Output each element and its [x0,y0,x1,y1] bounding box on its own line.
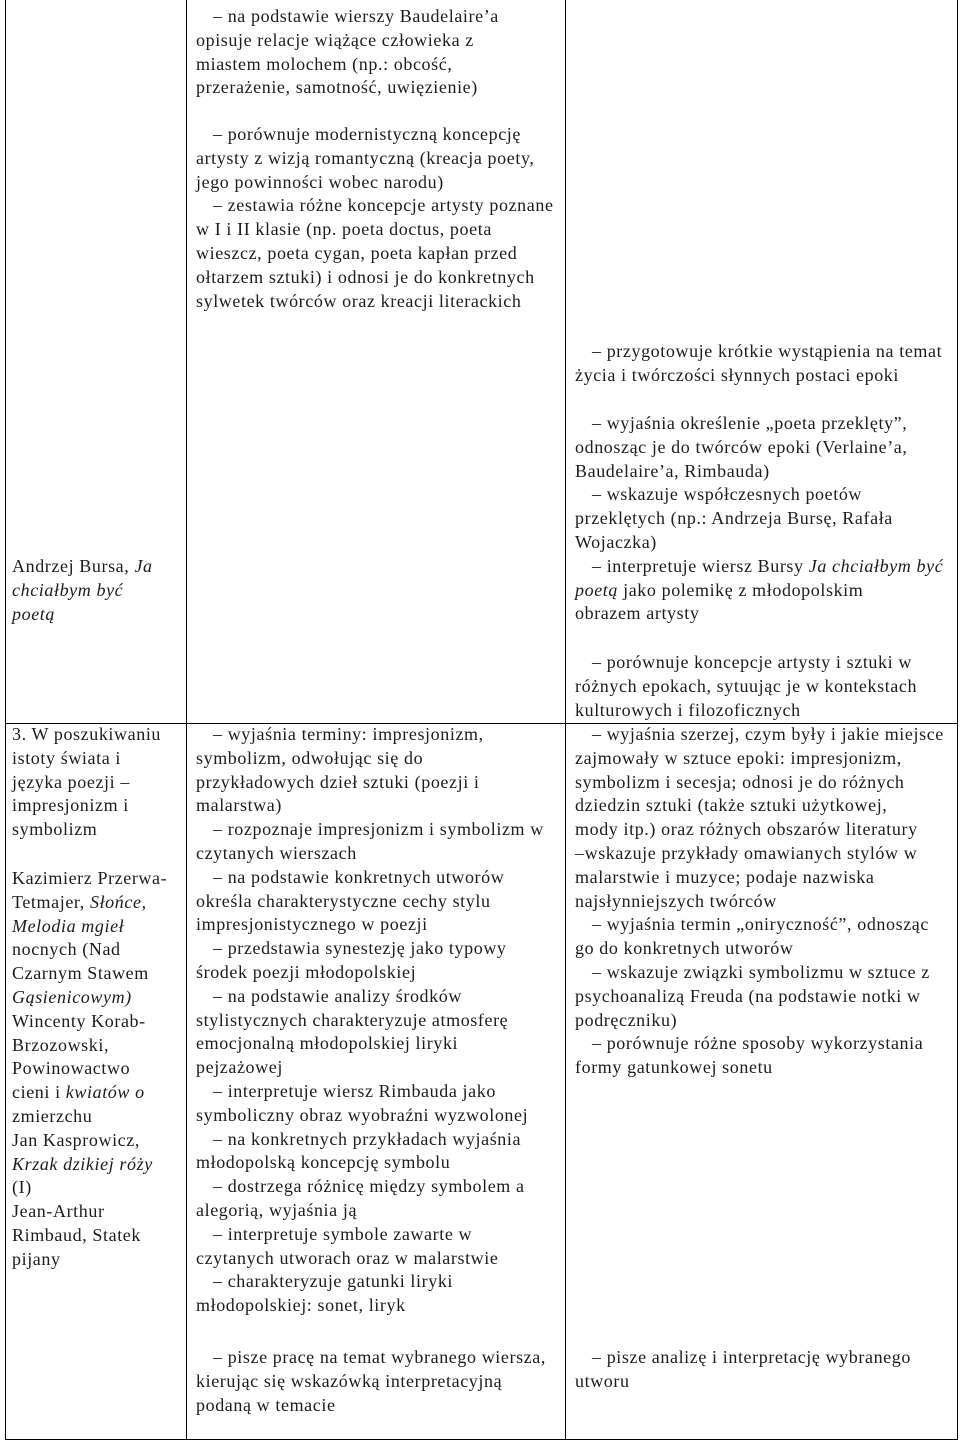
text-segment: obrazem artysty [575,603,700,624]
text-line [12,915,167,939]
text-line [12,891,167,915]
text-line [196,266,554,290]
text-line [575,340,942,364]
text-line [196,794,544,818]
text-line [196,1104,544,1128]
text-segment: podręczniku) [575,1009,678,1030]
text-line [196,842,544,866]
extended-requirements-block [575,651,917,722]
text-segment: Rimbaud, Statek [12,1224,141,1245]
text-line [12,1057,167,1081]
text-segment: kulturowych i filozoficznych [575,699,801,720]
text-segment: jako polemikę z młodopolskim [618,579,864,600]
text-line [196,961,544,985]
text-line [12,1129,167,1153]
text-line [12,1034,167,1058]
text-segment: Gąsienicowym) [12,986,132,1007]
text-segment: – interpretuje wiersz Bursy [592,555,809,576]
text-segment: –wskazuje przykłady omawianych stylów w [575,842,918,863]
text-line [575,507,943,531]
text-segment: impresjonizm i [12,795,129,816]
text-line [196,866,544,890]
text-segment: czytanych wierszach [196,842,357,863]
text-line [575,555,943,579]
text-line [196,242,554,266]
text-line [196,218,554,242]
text-segment: go do konkretnych utworów [575,938,794,959]
text-segment: symbolizm, odwołując się do [196,747,424,768]
text-line [196,123,554,147]
readings-list [12,867,167,1272]
text-line [12,723,161,747]
text-line [575,699,917,723]
text-segment: cieni i [12,1082,66,1103]
text-line [196,1270,544,1294]
text-segment: – charakteryzuje gatunki liryki [213,1271,454,1292]
text-segment: – wskazuje współczesnych poetów [592,484,863,505]
text-segment: – przygotowuje krótkie wystąpienia na temat [592,341,943,361]
text-segment: przykładowych dzieł sztuki (poezji i [196,771,480,792]
text-line [196,771,544,795]
extended-requirements-block [575,340,942,388]
text-segment: Baudelaire’a, Rimbauda) [575,460,770,481]
text-segment: – na podstawie analizy środków [213,985,462,1006]
text-segment: – interpretuje wiersz Rimbauda jako [213,1080,496,1101]
basic-requirements-block [196,5,499,100]
text-segment: symbolizm i secesja; odnosi je do różnych [575,771,905,792]
text-line [575,364,942,388]
table-border-left [5,0,6,1440]
text-segment: opisuje relacje wiążące człowieka z [196,29,474,50]
basic-requirements-block [196,1346,546,1417]
text-line [12,747,161,771]
text-line [196,747,544,771]
text-segment: nocnych (Nad [12,939,121,960]
text-segment: języka poezji – [12,771,130,792]
text-line [196,1346,546,1370]
extended-requirements-block [575,723,944,1080]
text-line [575,937,944,961]
text-line [12,579,153,603]
text-line [196,723,544,747]
text-segment: Słońce, [89,891,147,912]
text-segment: Czarnym Stawem [12,963,149,984]
text-segment: Jan Kasprowicz, [12,1129,140,1150]
text-line [12,1081,167,1105]
text-line [575,412,943,436]
text-segment: określa charakterystyczne cechy stylu [196,890,491,911]
text-line [575,531,943,555]
text-segment: – pisze analizę i interpretację wybranego [592,1347,911,1367]
table-border-right [957,0,958,1440]
text-segment: Wincenty Korab- [12,1010,146,1031]
text-segment: – wyjaśnia określenie „poeta przeklęty”, [592,413,908,433]
text-line [12,1105,167,1129]
text-line [196,1080,544,1104]
text-line [196,1151,544,1175]
text-line [196,5,499,29]
text-segment: – zestawia różne koncepcje artysty poznane [213,195,554,216]
text-segment: Melodia mgieł [12,915,125,936]
text-line [196,937,544,961]
text-segment: – wyjaśnia szerzej, czym były i jakie miejsce [592,724,944,744]
text-segment: chciałbym być [12,579,124,600]
text-segment: zajmowały w sztuce epoki: impresjonizm, [575,747,902,768]
text-segment: kierując się wskazówką interpretacyjną [196,1370,503,1391]
text-line [12,938,167,962]
text-line [12,1153,167,1177]
text-segment: podaną w temacie [196,1394,336,1415]
text-segment: wieszcz, poeta cygan, poeta kapłan przed [196,242,518,263]
text-line [575,1056,944,1080]
text-segment: emocjonalną młodopolskiej liryki [196,1033,459,1054]
text-line [12,818,161,842]
text-line [196,1056,544,1080]
text-line [575,747,944,771]
text-line [196,1009,544,1033]
text-segment: w I i II klasie (np. poeta doctus, poeta [196,219,492,240]
text-segment: różnych epokach, sytuując je w kontekstach [575,675,918,696]
text-line [12,986,167,1010]
text-segment: życia i twórczości słynnych postaci epoki [575,364,900,385]
text-line [575,483,943,507]
basic-requirements-block [196,123,554,313]
text-line [575,436,943,460]
text-segment: Powinowactwo [12,1058,131,1079]
text-line [196,1294,544,1318]
text-segment: pejzażowej [196,1057,283,1078]
text-segment: – na podstawie konkretnych utworów [213,866,505,887]
text-segment: Jean-Arthur [12,1201,105,1222]
text-line [575,579,943,603]
text-segment: – porównuje modernistyczną koncepcję [213,124,522,144]
text-line [12,1248,167,1272]
text-line [12,794,161,818]
text-segment: młodopolskiej: sonet, liryk [196,1295,406,1316]
text-segment: ołtarzem sztuki) i odnosi je do konkretnych [196,266,535,287]
text-line [575,723,944,747]
text-line [196,1223,544,1247]
text-segment: odnosząc je do twórców epoki (Verlaine’a, [575,436,908,457]
table-border-bottom [5,1439,958,1440]
table-border-column-2 [565,0,566,1440]
text-segment: środek poezji młodopolskiej [196,961,417,982]
text-line [196,29,499,53]
text-segment: Andrzej Bursa, [12,556,135,576]
extended-requirements-block [575,1346,911,1394]
text-segment: malarstwie i muzyce; podaje nazwiska [575,866,875,887]
text-line [196,818,544,842]
text-line [12,962,167,986]
text-line [575,866,944,890]
text-line [575,913,944,937]
text-line [196,1247,544,1271]
text-line [575,842,944,866]
text-line [12,1224,167,1248]
text-segment: artysty z wizją romantyczną (kreacja poety, [196,147,535,168]
table-border-column-1 [186,0,187,1440]
text-line [575,771,944,795]
text-segment: przeklętych (np.: Andrzeja Bursę, Rafała [575,508,893,529]
text-line [12,867,167,891]
text-segment: czytanych utworach oraz w malarstwie [196,1247,499,1268]
text-segment: Ja chciałbym być [808,555,944,576]
text-segment: alegorią, wyjaśnia ją [196,1199,358,1220]
text-line [12,603,153,627]
text-line [575,602,943,626]
text-segment: kwiatów o [65,1082,145,1103]
text-line [196,147,554,171]
text-segment: przerażenie, samotność, uwięzienie) [196,77,478,98]
text-segment: Brzozowski, [12,1034,110,1055]
text-segment: – wskazuje związki symbolizmu w sztuce z [592,961,930,982]
text-line [196,290,554,314]
text-segment: Ja [134,556,153,576]
text-line [196,1199,544,1223]
text-segment: – wyjaśnia termin „oniryczność”, odnosząc [592,914,929,935]
text-segment: psychoanalizą Freuda (na podstawie notki w [575,985,921,1006]
text-segment: Wojaczka) [575,531,657,552]
text-segment: zmierzchu [12,1105,93,1126]
text-line [575,1370,911,1394]
text-segment: – rozpoznaje impresjonizm i symbolizm w [213,819,544,840]
text-segment: malarstwa) [196,795,282,816]
text-line [196,890,544,914]
text-line [575,794,944,818]
text-line [196,1175,544,1199]
text-line [196,1032,544,1056]
text-segment: – porównuje różne sposoby wykorzystania [592,1033,924,1054]
text-segment: (I) [12,1177,32,1198]
text-line [196,985,544,1009]
text-line [12,1176,167,1200]
text-segment: – pisze pracę na temat wybranego wiersza, [213,1347,546,1367]
text-segment: sylwetek twórców oraz kreacji literackich [196,290,522,311]
text-segment: jego powinności wobec narodu) [196,171,444,192]
text-segment: symboliczny obraz wyobraźni wyzwolonej [196,1104,529,1125]
text-segment: najsłynniejszych twórców [575,890,777,911]
text-line [12,555,153,579]
text-segment: impresjonistycznego w poezji [196,914,428,935]
text-segment: – przedstawia synestezję jako typowy [213,938,507,959]
text-segment: – na podstawie wierszy Baudelaire’a [213,6,499,26]
text-line [575,1009,944,1033]
text-segment: poetą [575,579,618,600]
text-segment: – interpretuje symbole zawarte w [213,1223,473,1244]
text-segment: formy gatunkowej sonetu [575,1057,773,1078]
text-segment: młodopolską koncepcję symbolu [196,1152,451,1173]
text-line [575,961,944,985]
text-segment: utworu [575,1370,630,1391]
text-line [575,675,917,699]
section-heading [12,723,161,842]
text-segment: 3. W poszukiwaniu [12,724,162,744]
text-segment: – wyjaśnia terminy: impresjonizm, [213,724,484,744]
text-line [575,1032,944,1056]
extended-requirements-block [575,412,943,626]
text-segment: Krzak dzikiej róży [12,1153,153,1174]
text-segment: – na konkretnych przykładach wyjaśnia [213,1128,522,1149]
text-line [196,1370,546,1394]
reading-entry-bursa [12,555,153,626]
text-line [12,771,161,795]
text-line [12,1200,167,1224]
text-line [196,1394,546,1418]
text-segment: dziedzin sztuki (także sztuki użytkowej, [575,795,888,816]
text-segment: poetą [12,603,55,624]
text-line [12,1010,167,1034]
text-segment: istoty świata i [12,747,121,768]
text-line [196,171,554,195]
text-line [196,53,499,77]
text-segment: Tetmajer, [12,891,90,912]
text-segment: mody itp.) oraz różnych obszarów literatury [575,819,918,840]
text-segment: – dostrzega różnicę między symbolem a [213,1176,525,1197]
text-segment: pijany [12,1248,61,1269]
text-line [575,460,943,484]
text-segment: stylistycznych charakteryzuje atmosferę [196,1009,509,1030]
text-line [196,913,544,937]
text-line [575,651,917,675]
text-segment: – porównuje koncepcje artysty i sztuki w [592,652,912,672]
text-line [196,76,499,100]
text-line [575,890,944,914]
text-segment: Kazimierz Przerwa- [12,868,168,888]
text-line [575,985,944,1009]
text-segment: miastem molochem (np.: obcość, [196,53,453,74]
text-line [575,1346,911,1370]
text-line [196,194,554,218]
text-line [196,1128,544,1152]
basic-requirements-block [196,723,544,1318]
text-line [575,818,944,842]
text-segment: symbolizm [12,819,98,840]
